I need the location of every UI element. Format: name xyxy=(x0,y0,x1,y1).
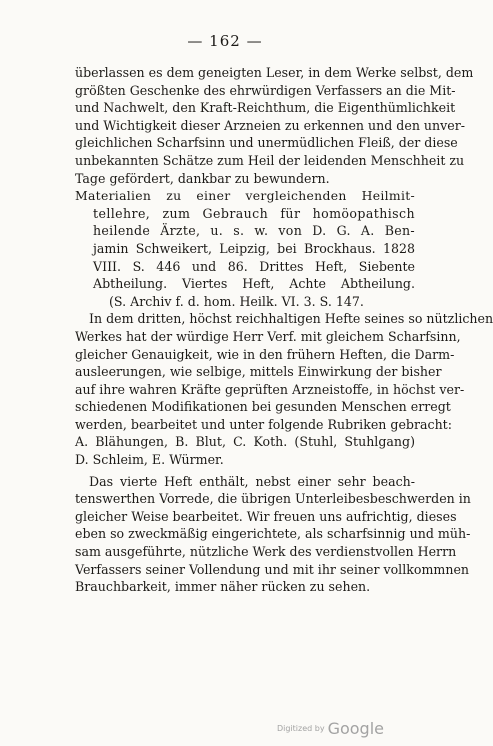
text-line: eben so zweckmäßig eingerichtete, als scharfsinnig und müh- xyxy=(75,526,471,542)
text-line: Verfassers seiner Vollendung und mit ihr seiner vollkommnen xyxy=(75,561,470,577)
citation-line: (S. Archiv f. d. hom. Heilk. VI. 3. S. 147. xyxy=(109,293,364,309)
citation-line: Materialien zu einer vergleichenden Heilmit- xyxy=(75,188,415,204)
text-body xyxy=(75,64,493,596)
text-line: sam ausgeführte, nützliche Werk des verdienstvollen Herrn xyxy=(75,544,457,560)
citation-line: jamin Schweikert, Leipzig, bei Brockhaus. 1828 xyxy=(93,240,415,256)
text-line: Das vierte Heft enthält, nebst einer sehr beach- xyxy=(89,473,415,489)
paragraph-2 xyxy=(75,310,493,468)
text-line: größten Geschenke des ehrwürdigen Verfassers an die Mit- xyxy=(75,82,456,98)
text-line: auf ihre wahren Kräfte geprüften Arzneistoffe, in höchst ver- xyxy=(75,381,465,397)
page-number: — 162 — xyxy=(187,32,263,50)
text-line: und Nachwelt, den Kraft-Reichthum, die Eigenthümlichkeit xyxy=(75,100,456,116)
text-line: A. Blähungen, B. Blut, C. Koth. (Stuhl, Stuhlgang) xyxy=(75,434,415,450)
text-line: unbekannten Schätze zum Heil der leidenden Menschheit zu xyxy=(75,152,465,168)
text-line: werden, bearbeitet und unter folgende Rubriken gebracht: xyxy=(75,416,452,432)
google-logo: Google xyxy=(327,719,384,738)
text-line: Brauchbarkeit, immer näher rücken zu sehen. xyxy=(75,579,371,595)
text-line: Tage gefördert, dankbar zu bewundern. xyxy=(75,170,330,186)
digitized-watermark xyxy=(277,718,384,738)
citation-line: VIII. S. 446 und 86. Drittes Heft, Siebente xyxy=(93,258,415,274)
citation-line: tellehre, zum Gebrauch für homöopathisch xyxy=(93,205,415,221)
text-line: und Wichtigkeit dieser Arzneien zu erkennen und den unver- xyxy=(75,117,465,133)
text-line: gleichlichen Scharfsinn und unermüdlichen Fleiß, der diese xyxy=(75,135,458,151)
text-line: schiedenen Modifikationen bei gesunden Menschen erregt xyxy=(75,399,451,415)
text-line: ausleerungen, wie selbige, mittels Einwirkung der bisher xyxy=(75,364,442,380)
paragraph-3 xyxy=(75,473,471,596)
paragraph-1 xyxy=(75,64,474,187)
text-line: In dem dritten, höchst reichhaltigen Hefte seines so nützlichen xyxy=(89,311,493,327)
citation-line: heilende Ärzte, u. s. w. von D. G. A. Ben- xyxy=(93,223,415,239)
citation-block xyxy=(75,187,415,310)
text-line: tenswerthen Vorrede, die übrigen Unterleibesbeschwerden in xyxy=(75,491,471,507)
text-line: gleicher Genauigkeit, wie in den frühern Heften, die Darm- xyxy=(75,346,455,362)
text-line: Werkes hat der würdige Herr Verf. mit gleichem Scharfsinn, xyxy=(75,328,461,344)
text-line: D. Schleim, E. Würmer. xyxy=(75,452,224,468)
text-line: überlassen es dem geneigten Leser, in dem Werke selbst, dem xyxy=(75,65,474,80)
text-line: gleicher Weise bearbeitet. Wir freuen uns aufrichtig, dieses xyxy=(75,508,457,524)
citation-line: Abtheilung. Viertes Heft, Achte Abtheilung. xyxy=(93,276,415,292)
watermark-prefix: Digitized by xyxy=(276,724,325,733)
